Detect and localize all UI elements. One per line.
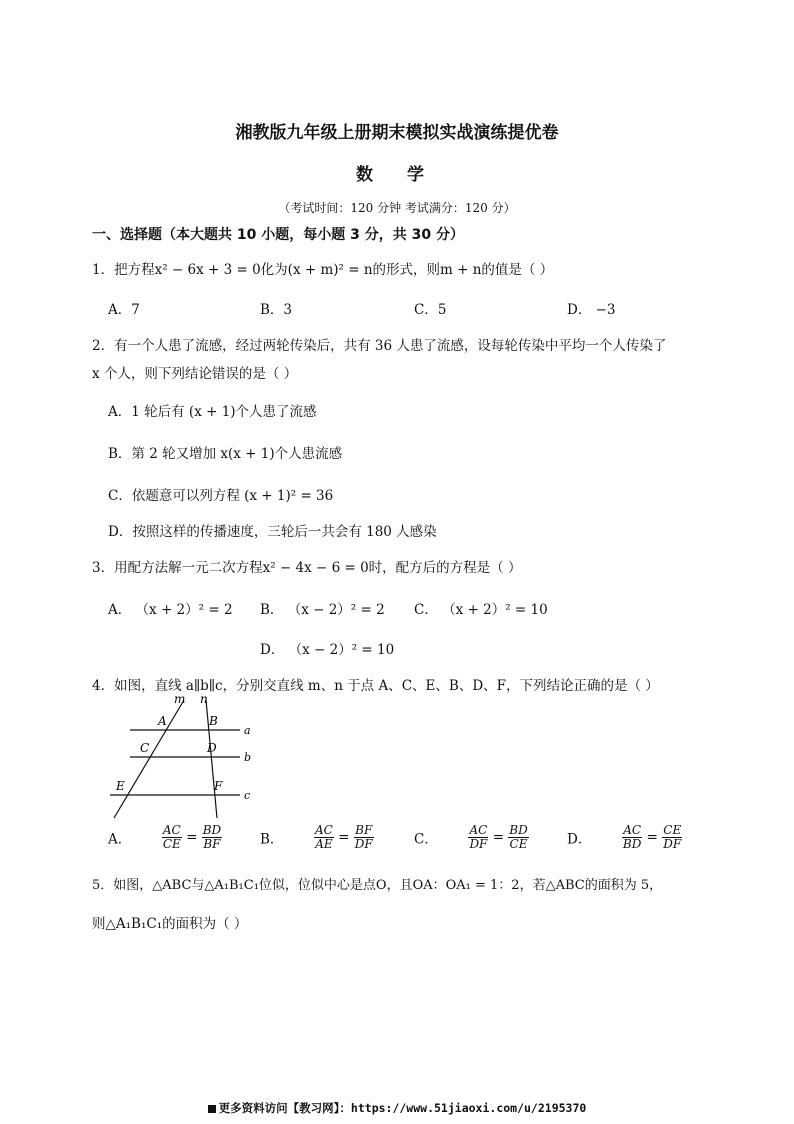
subject-title: 数 学 [356, 165, 438, 185]
q4-option-c: C． $\frac{AC}{DF}$ = $\frac{BD}{CE}$ [414, 823, 528, 851]
q5-stem-line1: 5．如图，△ABC与△A₁B₁C₁位似，位似中心是点O，且OA：OA₁ = 1：2，若△ABC的面积为 5， [92, 878, 663, 893]
q2-option-a: A．1 轮后有 (x + 1)个人患了流感 [108, 404, 317, 420]
q4-stem: 4．如图，直线 a∥b∥c，分别交直线 m、n 于点 A、C、E、B、D、F，下列结论正确的是（ ） [92, 678, 659, 694]
q4-a-frac-right: $\frac{BD}{BF}$ [202, 823, 222, 851]
q3-option-a: A． （x + 2）² = 2 [108, 602, 233, 618]
label-m: m [174, 694, 186, 706]
q2-option-c: C．依题意可以列方程 (x + 1)² = 36 [108, 488, 334, 504]
q2-stem-line2: x 个人，则下列结论错误的是（ ） [92, 366, 298, 382]
q4-option-d-letter: D． [567, 831, 592, 848]
q2-option-b: B．第 2 轮又增加 x(x + 1)个人患流感 [108, 446, 343, 462]
q4-option-a: A． $\frac{AC}{CE}$ = $\frac{BD}{BF}$ [108, 823, 222, 851]
q1-option-a: A．7 [108, 302, 140, 318]
label-a: a [244, 724, 251, 737]
q4-option-d: D． $\frac{AC}{BD}$ = $\frac{CE}{DF}$ [567, 823, 682, 851]
q3-option-c: C． （x + 2）² = 10 [414, 602, 548, 618]
q1-option-b: B．3 [260, 302, 293, 318]
q1-stem: 1．把方程x² − 6x + 3 = 0化为(x + m)² = n的形式，则m + n的值是（ ） [92, 262, 554, 278]
q4-c-frac-left: $\frac{AC}{DF}$ [469, 823, 488, 851]
exam-info: （考试时间：120 分钟 考试满分：120 分） [278, 201, 516, 215]
label-C: C [140, 741, 150, 755]
q4-b-frac-right: $\frac{BF}{DF}$ [354, 823, 373, 851]
q3-option-b: B． （x − 2）² = 2 [260, 602, 385, 618]
q4-option-a-letter: A． [108, 831, 132, 848]
q1-option-d: D． −3 [567, 302, 616, 318]
q4-option-c-letter: C． [414, 831, 438, 848]
q3-option-d: D． （x − 2）² = 10 [260, 642, 395, 658]
label-n: n [200, 694, 208, 706]
label-b: b [244, 751, 252, 764]
label-c: c [244, 789, 251, 802]
footer-text: 更多资料访问【教习网】：https://www.51jiaoxi.com/u/2195370 [218, 1101, 587, 1115]
label-B: B [209, 714, 218, 728]
q2-stem-line1: 2．有一个人患了流感，经过两轮传染后，共有 36 人患了流感，设每轮传染中平均一个人传染了 [92, 338, 667, 354]
q4-d-frac-left: $\frac{AC}{BD}$ [622, 823, 642, 851]
q4-b-frac-left: $\frac{AC}{AE}$ [315, 823, 333, 851]
section-heading: 一、选择题（本大题共 10 小题，每小题 3 分，共 30 分） [92, 227, 464, 243]
q4-option-b-letter: B． [260, 831, 284, 848]
q4-d-frac-right: $\frac{CE}{DF}$ [663, 823, 682, 851]
footer-link[interactable] [0, 1100, 794, 1116]
q4-a-frac-left: $\frac{AC}{CE}$ [162, 823, 181, 851]
q4-c-frac-right: $\frac{BD}{CE}$ [509, 823, 528, 851]
label-A: A [158, 714, 167, 728]
q4-option-b: B． $\frac{AC}{AE}$ = $\frac{BF}{DF}$ [260, 823, 373, 851]
document-title: 湘教版九年级上册期末模拟实战演练提优卷 [235, 123, 559, 143]
label-E: E [116, 779, 125, 793]
q2-option-d: D．按照这样的传播速度，三轮后一共会有 180 人感染 [108, 524, 437, 540]
line-m [114, 700, 184, 818]
flag-icon [208, 1105, 216, 1113]
q3-stem: 3．用配方法解一元二次方程x² − 4x − 6 = 0时，配方后的方程是（ ） [92, 560, 522, 576]
label-F: F [214, 779, 223, 793]
q4-parallel-lines-figure [100, 694, 260, 824]
q1-option-c: C．5 [414, 302, 447, 318]
q5-stem-line2: 则△A₁B₁C₁的面积为（ ） [92, 916, 248, 932]
label-D: D [207, 741, 217, 755]
